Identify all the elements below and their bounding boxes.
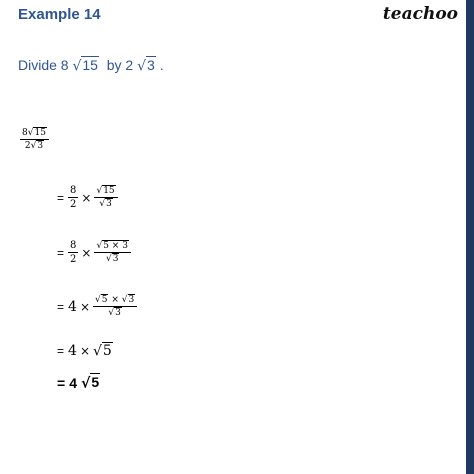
step3-rad-den: 3 xyxy=(115,308,121,319)
lhs-num-coef: 8 xyxy=(22,128,28,138)
step-1: = $\frac{8}{2}$ × $\frac{√15}{√3}$ xyxy=(57,185,118,210)
step1-rad-num: 15 xyxy=(103,185,115,196)
problem-middle: by 2 xyxy=(98,57,138,73)
equals-sign: = xyxy=(57,190,65,205)
right-edge-bar xyxy=(466,0,474,474)
step-2: = $\frac{8}{2}$ × $\frac{√5 \times 3}{√3}$ xyxy=(57,240,131,265)
lhs-numerator: 8√15 xyxy=(20,128,49,140)
times-sign: × xyxy=(81,245,92,260)
radicand-3: 3 xyxy=(147,57,155,73)
step1-den: 2 xyxy=(70,199,77,210)
lhs-den-coef: 2 xyxy=(24,141,31,152)
times-sign: × xyxy=(81,190,92,205)
sqrt-3: √3 xyxy=(137,57,155,75)
equals-sign: = xyxy=(57,344,65,359)
step2-rad-den: 3 xyxy=(112,254,119,264)
step2-rad-num: 5 × 3 xyxy=(103,240,128,251)
times-sign: × xyxy=(79,344,90,359)
step-3: = 4 × $\frac{√5 \times √3}{√3}$ xyxy=(57,295,137,318)
times-sign: × xyxy=(111,295,119,305)
step2-num: 8 xyxy=(70,240,77,251)
problem-prefix: Divide 8 xyxy=(18,57,73,73)
step1-rad-den: 3 xyxy=(106,199,112,209)
step3-rad-a: 5 xyxy=(101,295,108,305)
sqrt-15: √15 xyxy=(72,57,98,75)
lhs-fraction xyxy=(20,128,49,151)
lhs-num-radicand: 15 xyxy=(34,128,46,138)
step2-den: 2 xyxy=(70,254,77,265)
step1-num: 8 xyxy=(70,185,77,196)
radicand-15: 15 xyxy=(82,57,98,73)
step3-coef: 4 xyxy=(68,298,77,315)
final-answer: = 4 √5 xyxy=(57,374,100,392)
equals-sign: = xyxy=(57,374,66,391)
times-sign: × xyxy=(79,299,90,314)
lhs-den-radicand: 3 xyxy=(37,141,44,152)
step-4: = 4 × √5 xyxy=(57,343,112,360)
step4-radicand: 5 xyxy=(102,343,112,359)
example-title: Example 14 xyxy=(18,6,101,23)
answer-radicand: 5 xyxy=(91,374,100,390)
equals-sign: = xyxy=(57,299,65,314)
teachoo-logo: teachoo xyxy=(382,4,458,24)
lhs-denominator: 2√3 xyxy=(24,141,44,152)
step3-rad-b: 3 xyxy=(128,295,135,305)
equals-sign: = xyxy=(57,245,65,260)
step4-coef: 4 xyxy=(68,343,77,360)
answer-coef: 4 xyxy=(69,374,77,391)
problem-statement xyxy=(18,57,164,74)
problem-suffix: . xyxy=(155,57,164,73)
